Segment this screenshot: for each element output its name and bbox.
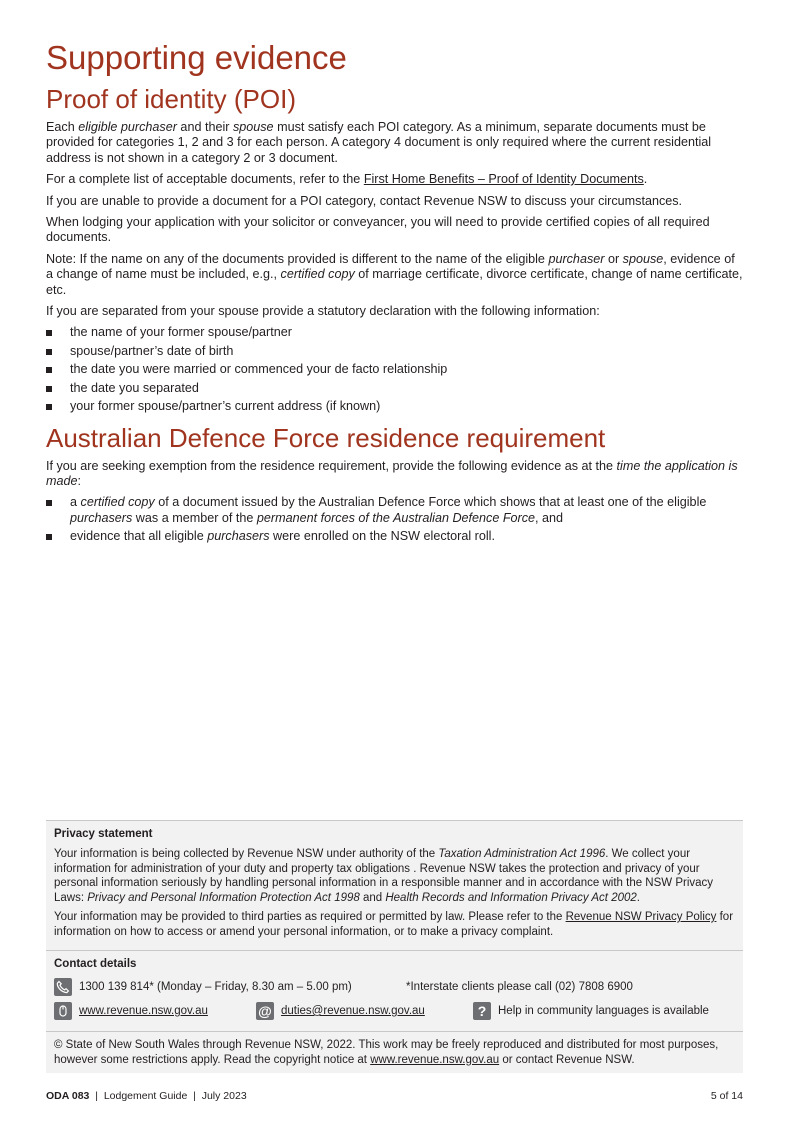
poi-documents-link[interactable]: First Home Benefits – Proof of Identity Documents [363, 172, 644, 187]
bullet-square-icon [46, 500, 52, 506]
email-link[interactable]: duties@revenue.nsw.gov.au [281, 1005, 425, 1017]
page-number: 5 of 14 [710, 1090, 743, 1102]
contact-details [46, 950, 743, 1031]
contact-title: Contact details [54, 958, 137, 970]
list-item: your former spouse/partner’s current address (if known) [46, 399, 743, 414]
list-item: a certified copy of a document issued by the Australian Defence Force which shows that at least one of the eligible purchasers was a member of the permanent forces of the Australian Defence Force, and [46, 495, 743, 526]
bullet-square-icon [46, 330, 52, 336]
bullet-square-icon [46, 367, 52, 373]
privacy-title: Privacy statement [54, 828, 153, 840]
adf-heading: Australian Defence Force residence requirement [46, 422, 606, 453]
poi-lodging: When lodging your application with your solicitor or conveyancer, you will need to provide certified copies of all required documents. [46, 215, 710, 245]
phone-number: 1300 139 814* (Monday – Friday, 8.30 am – 5.00 pm) [79, 981, 352, 993]
bullet-square-icon [46, 404, 52, 410]
info-box [46, 820, 743, 1073]
privacy-third-parties: Your information may be provided to third parties as required or permitted by law. Please refer to the Revenue NSW Privacy Policy for information on how to access or amend your personal information, or to make a privacy complaint. [54, 911, 734, 938]
list-item: the name of your former spouse/partner [46, 325, 743, 340]
adf-intro: If you are seeking exemption from the residence requirement, provide the following evidence as at the time the application is made: [46, 458, 738, 488]
website-link[interactable]: www.revenue.nsw.gov.au [79, 1005, 208, 1017]
privacy-statement [46, 820, 743, 950]
copyright-notice [46, 1031, 743, 1073]
poi-name-note: Note: If the name on any of the documents provided is different to the name of the eligible purchaser or spouse, evidence of a change of name must be included, e.g., certified copy of marriage certificate, divorce certificate, change of name certificate, etc. [46, 251, 743, 297]
poi-documents-list-ref: For a complete list of acceptable documents, refer to the First Home Benefits – Proof of Identity Documents. [46, 172, 648, 187]
poi-separated-list [46, 325, 743, 414]
bullet-square-icon [46, 386, 52, 392]
at-icon: @ [256, 1002, 274, 1020]
page-content [46, 38, 743, 551]
contact-links-row [54, 1001, 735, 1021]
contact-phone-row [54, 977, 735, 997]
copyright-link[interactable]: www.revenue.nsw.gov.au [370, 1053, 500, 1066]
community-languages-text: Help in community languages is available [498, 1005, 709, 1017]
document-type: Lodgement Guide [103, 1090, 188, 1102]
mouse-icon [54, 1002, 72, 1020]
bullet-square-icon [46, 534, 52, 540]
privacy-text: Your information is being collected by Revenue NSW under authority of the Taxation Administration Act 1996. We collect your information for administration of your duty and property tax obligations . Revenue NSW takes the protection and privacy of your personal information seriously by handling personal information in a responsible manner and in accordance with the NSW Privacy Laws: Privacy and Personal Information Protection Act 1998 and Health Records and Information Privacy Act 2002. [54, 848, 714, 904]
privacy-policy-link[interactable]: Revenue NSW Privacy Policy [565, 911, 717, 923]
phone-icon [54, 978, 72, 996]
document-date: July 2023 [201, 1090, 247, 1102]
list-item: evidence that all eligible purchasers were enrolled on the NSW electoral roll. [46, 529, 743, 544]
adf-evidence-list [46, 495, 743, 544]
question-icon: ? [473, 1002, 491, 1020]
list-item: spouse/partner’s date of birth [46, 344, 743, 359]
list-item: the date you separated [46, 381, 743, 396]
poi-heading: Proof of identity (POI) [46, 84, 296, 114]
bullet-square-icon [46, 349, 52, 355]
copyright-text: © State of New South Wales through Revenue NSW, 2022. This work may be freely reproduced and distributed for most purposes, however some restrictions apply. Read the copyright notice at www.revenue.nsw.gov.au or contact Revenue NSW. [54, 1039, 719, 1066]
document-code: ODA 083 [46, 1090, 90, 1102]
list-item: the date you were married or commenced your de facto relationship [46, 362, 743, 377]
footer-left: ODA 083 | Lodgement Guide | July 2023 [46, 1090, 247, 1102]
page-title: Supporting evidence [46, 39, 347, 76]
poi-intro: Each eligible purchaser and their spouse must satisfy each POI category. As a minimum, separate documents must be provided for categories 1, 2 and 3 for each person. A category 4 document is only required where the current residential address is not shown in a category 2 or 3 document. [46, 120, 712, 165]
poi-unable: If you are unable to provide a document for a POI category, contact Revenue NSW to discuss your circumstances. [46, 193, 683, 208]
page-footer [46, 1090, 743, 1102]
interstate-number: *Interstate clients please call (02) 7808 6900 [406, 981, 633, 993]
poi-separated: If you are separated from your spouse provide a statutory declaration with the following information: [46, 304, 600, 319]
